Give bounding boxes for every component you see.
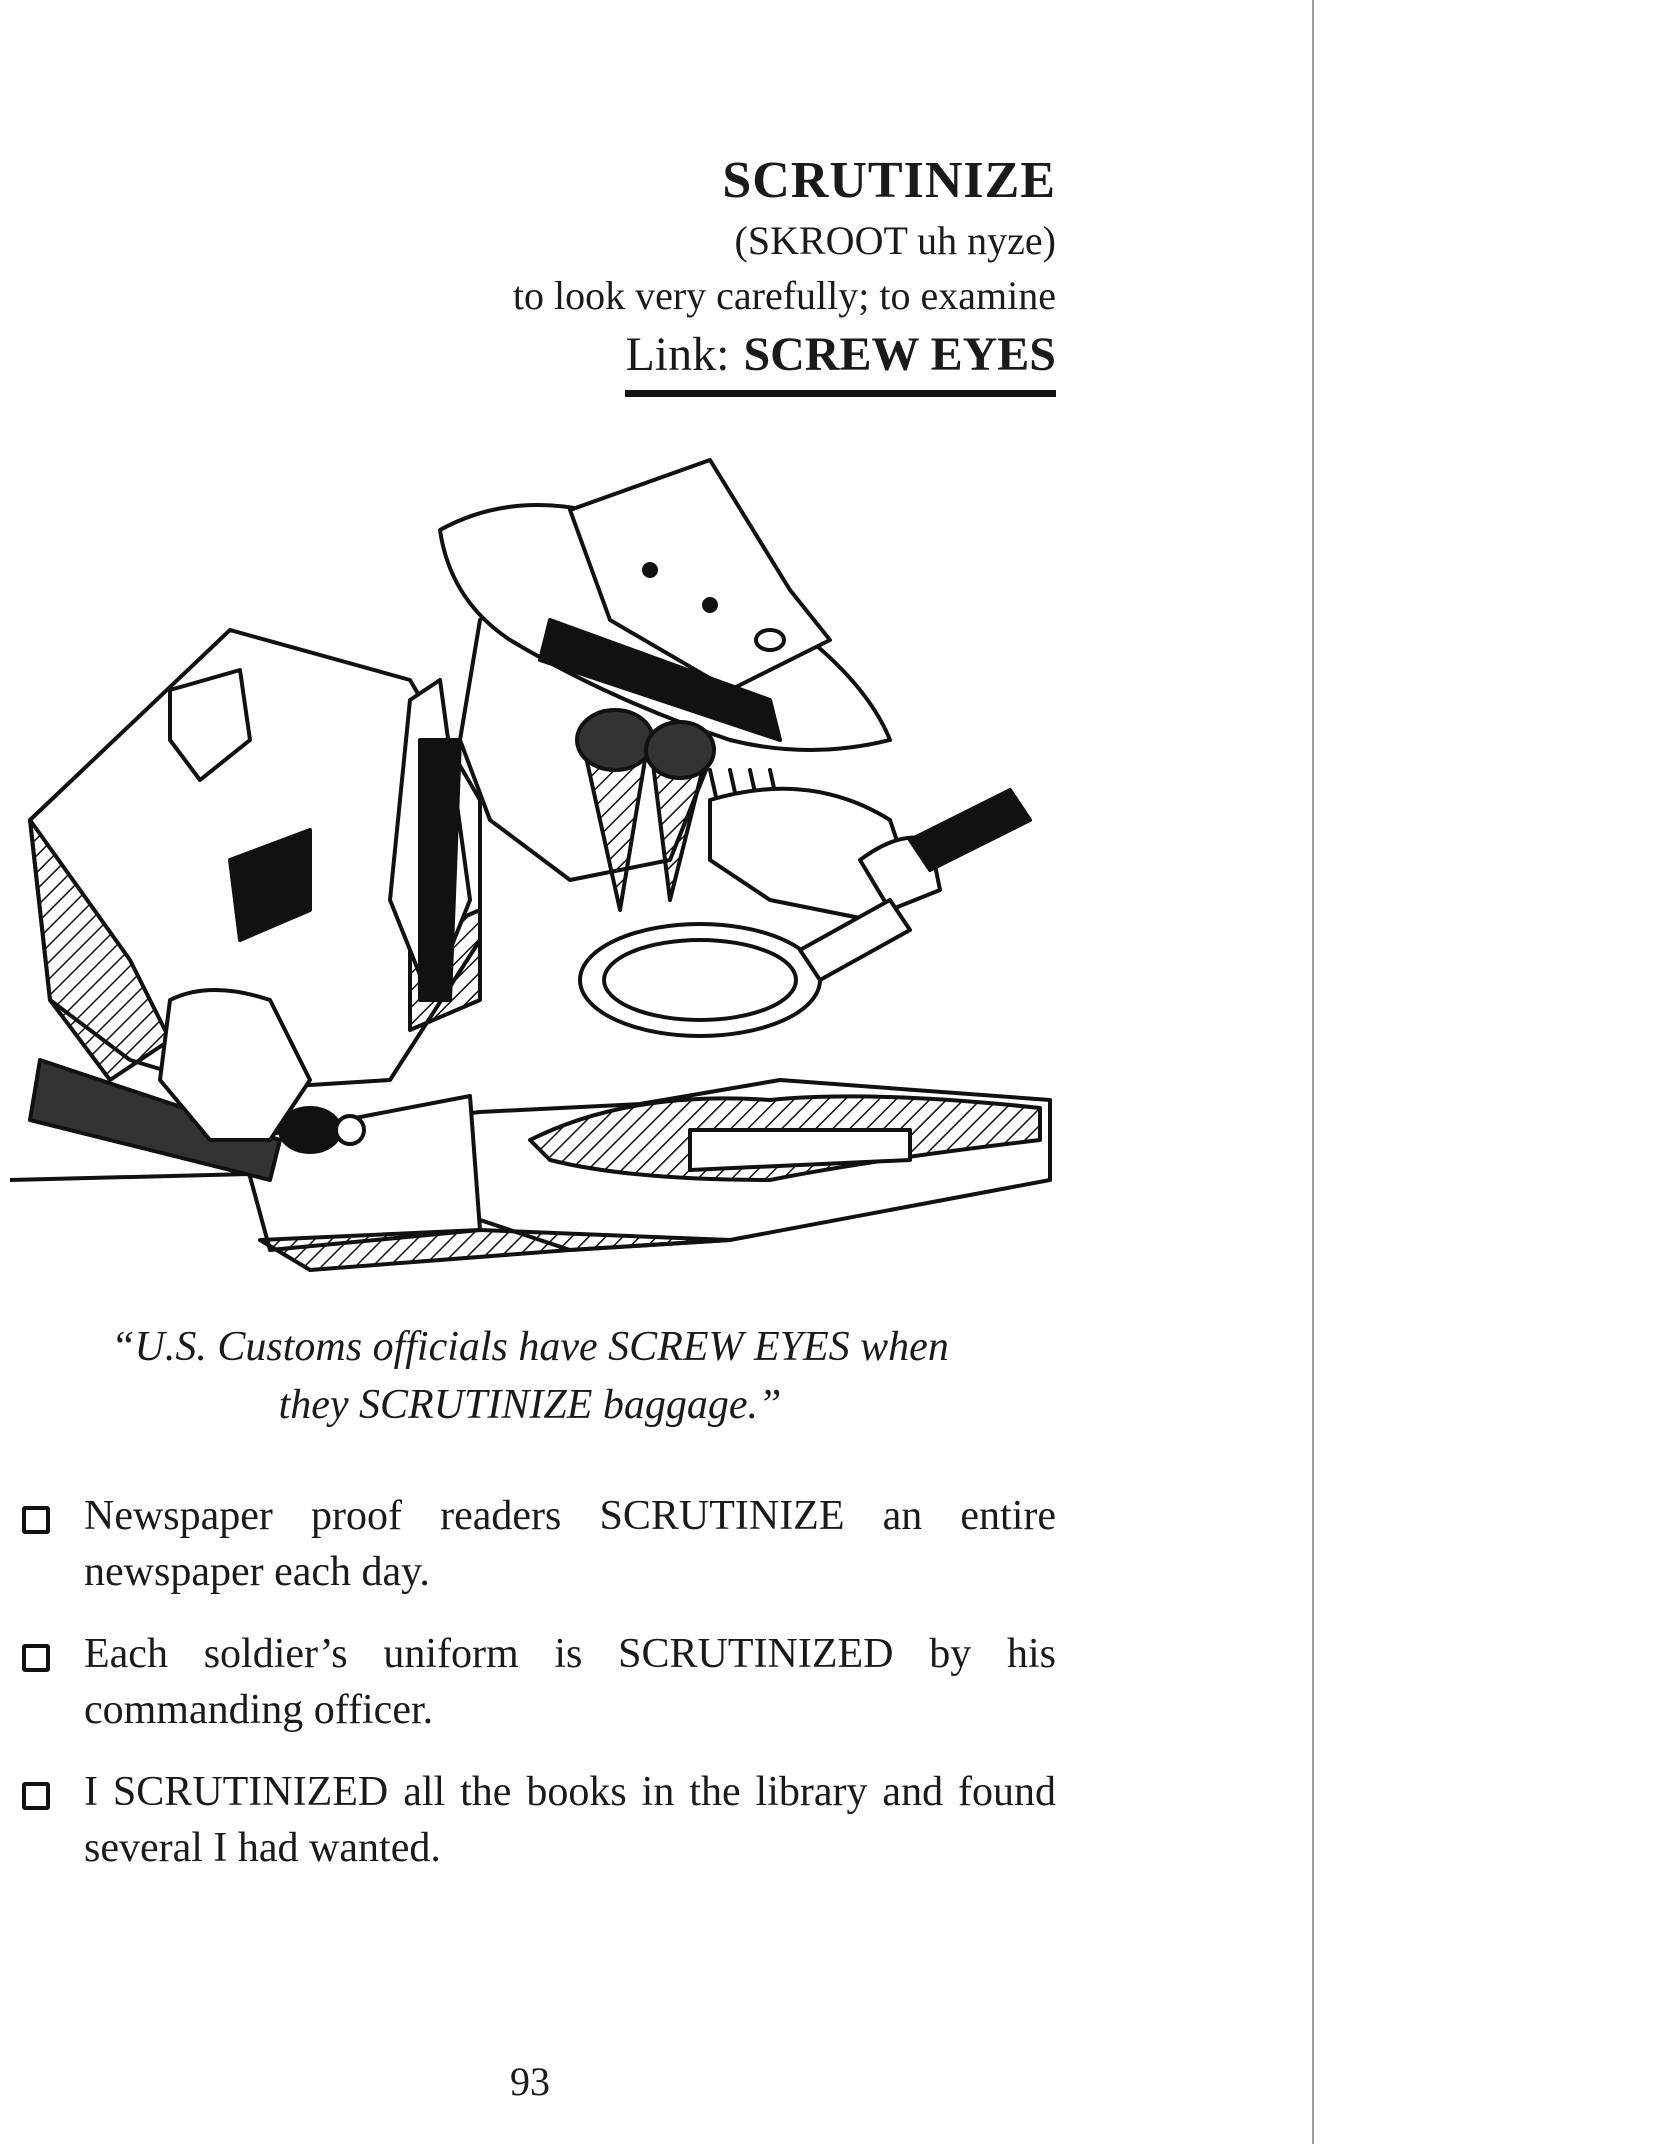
caption [40,1318,1020,1434]
caption-line-2: they SCRUTINIZE baggage.” [278,1382,782,1428]
headword: SCRUTINIZE [722,152,1056,209]
link-label: Link: [625,328,730,381]
link-word: SCREW EYES [743,328,1056,381]
checkbox-icon[interactable] [22,1782,50,1810]
caption-line-1: “U.S. Customs officials have SCREW EYES when [111,1324,949,1370]
example-text: I SCRUTINIZED all the books in the library and found several I had wanted. [84,1769,1056,1871]
page-edge-divider [1312,0,1314,2144]
example-text: Newspaper proof readers SCRUTINIZE an entire newspaper each day. [84,1493,1056,1595]
link-line [625,324,1056,397]
entry-header [296,148,1056,397]
example-item [16,1764,1056,1876]
example-item [16,1488,1056,1600]
checkbox-icon[interactable] [22,1506,50,1534]
pronunciation: (SKROOT uh nyze) [734,218,1056,263]
example-item [16,1626,1056,1738]
definition: to look very carefully; to examine [512,273,1056,318]
example-text: Each soldier’s uniform is SCRUTINIZED by his commanding officer. [84,1631,1056,1733]
checkbox-icon[interactable] [22,1644,50,1672]
cartoon-illustration [10,440,1060,1300]
example-list [16,1488,1056,1902]
page-number: 93 [510,2059,550,2104]
